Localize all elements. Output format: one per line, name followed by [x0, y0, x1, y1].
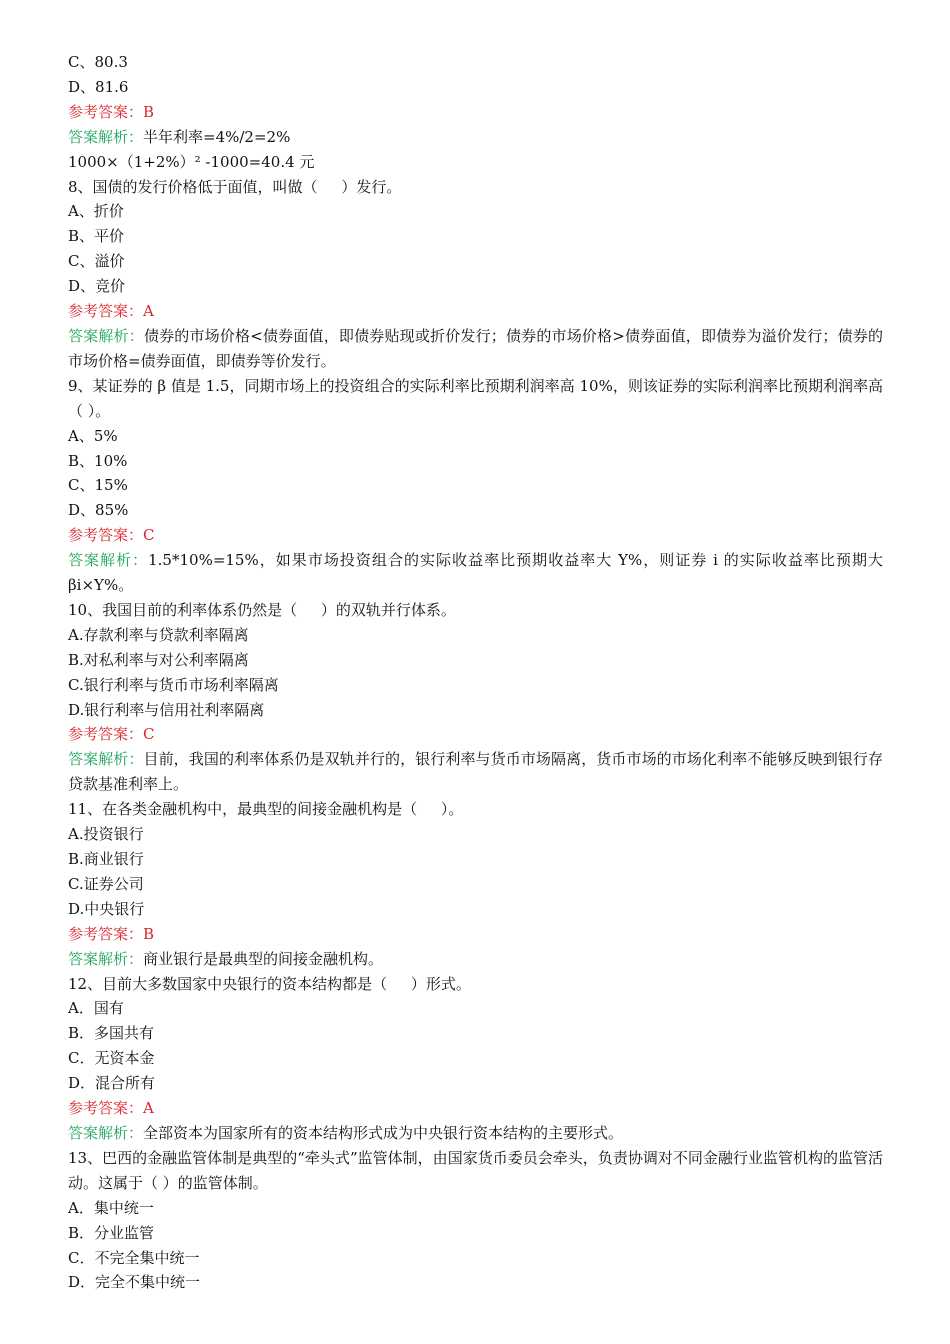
explanation-label: 答案解析： — [68, 326, 144, 345]
answer-line — [68, 523, 883, 548]
text-line: C.银行利率与货币市场利率隔离 — [68, 675, 279, 694]
answer-label: 参考答案： — [68, 526, 144, 545]
answer-value: B — [143, 102, 155, 121]
text-line: A、折价 — [68, 202, 124, 221]
explanation-line — [68, 747, 883, 797]
text-line: A．国有 — [68, 999, 124, 1018]
text-line: A.存款利率与贷款利率隔离 — [68, 625, 249, 644]
text-line: D.中央银行 — [68, 899, 145, 918]
text-line: 12、目前大多数国家中央银行的资本结构都是（ ）形式。 — [68, 974, 471, 993]
answer-label: 参考答案： — [68, 1099, 144, 1118]
text-line: D、85% — [68, 501, 129, 520]
explanation-line — [68, 548, 883, 598]
text-line: D.银行利率与信用社利率隔离 — [68, 700, 265, 719]
text-line: D．完全不集中统一 — [68, 1273, 201, 1292]
answer-label: 参考答案： — [68, 102, 144, 121]
explanation-line — [68, 1121, 883, 1146]
answer-value: B — [143, 924, 155, 943]
text-line: B、平价 — [68, 227, 125, 246]
text-line: D、竞价 — [68, 277, 126, 296]
answer-value: A — [143, 302, 154, 321]
answer-line — [68, 922, 883, 947]
text-line: C、溢价 — [68, 252, 125, 271]
text-line: C、15% — [68, 476, 128, 495]
explanation-line — [68, 324, 883, 374]
explanation-label: 答案解析： — [68, 127, 144, 146]
explanation-line — [68, 125, 883, 150]
text-line: 8、国债的发行价格低于面值，叫做（ ）发行。 — [68, 177, 402, 196]
text-line: C.证券公司 — [68, 874, 144, 893]
text-line: B．多国共有 — [68, 1024, 155, 1043]
answer-value: A — [143, 1099, 154, 1118]
text-line: 9、某证券的 β 值是 1.5，同期市场上的投资组合的实际利率比预期利润率高 10%，则该证券的实际利润率比预期利润率高（ ）。 — [68, 376, 883, 420]
explanation-text: 1.5*10%=15%，如果市场投资组合的实际收益率比预期收益率大 Y%，则证券 i 的实际收益率比预期大 βi×Y%。 — [68, 551, 883, 595]
text-line: B.对私利率与对公利率隔离 — [68, 650, 249, 669]
answer-line — [68, 1096, 883, 1121]
answer-label: 参考答案： — [68, 302, 144, 321]
explanation-text: 目前，我国的利率体系仍是双轨并行的，银行利率与货币市场隔离，货币市场的市场化利率不能够反映到银行存贷款基准利率上。 — [68, 750, 883, 794]
explanation-line — [68, 947, 883, 972]
text-line: 11、在各类金融机构中，最典型的间接金融机构是（ ）。 — [68, 800, 464, 819]
text-line: 1000×（1+2%）² -1000=40.4 元 — [68, 152, 315, 171]
text-line: C．不完全集中统一 — [68, 1248, 200, 1267]
answer-label: 参考答案： — [68, 924, 144, 943]
answer-label: 参考答案： — [68, 725, 144, 744]
explanation-label: 答案解析： — [68, 949, 144, 968]
text-line: C、80.3 — [68, 53, 128, 71]
answer-line — [68, 722, 883, 747]
text-line: 13、巴西的金融监管体制是典型的“牵头式”监管体制，由国家货币委员会牵头，负责协调对不同金融行业监管机构的监管活动。这属于（ ）的监管体制。 — [68, 1148, 883, 1192]
text-line: 10、我国目前的利率体系仍然是（ ）的双轨并行体系。 — [68, 600, 456, 619]
explanation-text: 全部资本为国家所有的资本结构形式成为中央银行资本结构的主要形式。 — [143, 1123, 624, 1142]
explanation-text: 商业银行是最典型的间接金融机构。 — [143, 949, 384, 968]
explanation-text: 债券的市场价格<债券面值，即债券贴现或折价发行；债券的市场价格>债券面值，即债券为溢价发行；债券的市场价格=债券面值，即债券等价发行。 — [68, 326, 883, 370]
explanation-label: 答案解析： — [68, 1123, 144, 1142]
answer-value: C — [143, 725, 155, 744]
answer-value: C — [143, 526, 155, 545]
text-line: B．分业监管 — [68, 1223, 155, 1242]
text-line: D、81.6 — [68, 77, 129, 96]
text-line: D．混合所有 — [68, 1074, 156, 1093]
text-line: A、5% — [68, 426, 118, 445]
answer-line — [68, 299, 883, 324]
text-line: C．无资本金 — [68, 1049, 155, 1068]
text-line: B、10% — [68, 451, 128, 470]
explanation-text: 半年利率=4%/2=2% — [143, 127, 291, 146]
text-line: A．集中统一 — [68, 1198, 154, 1217]
explanation-label: 答案解析： — [68, 750, 144, 769]
text-line: B.商业银行 — [68, 850, 144, 868]
text-line: A.投资银行 — [68, 825, 144, 844]
answer-line — [68, 100, 883, 125]
explanation-label: 答案解析： — [68, 551, 149, 570]
document-body — [68, 50, 883, 1295]
